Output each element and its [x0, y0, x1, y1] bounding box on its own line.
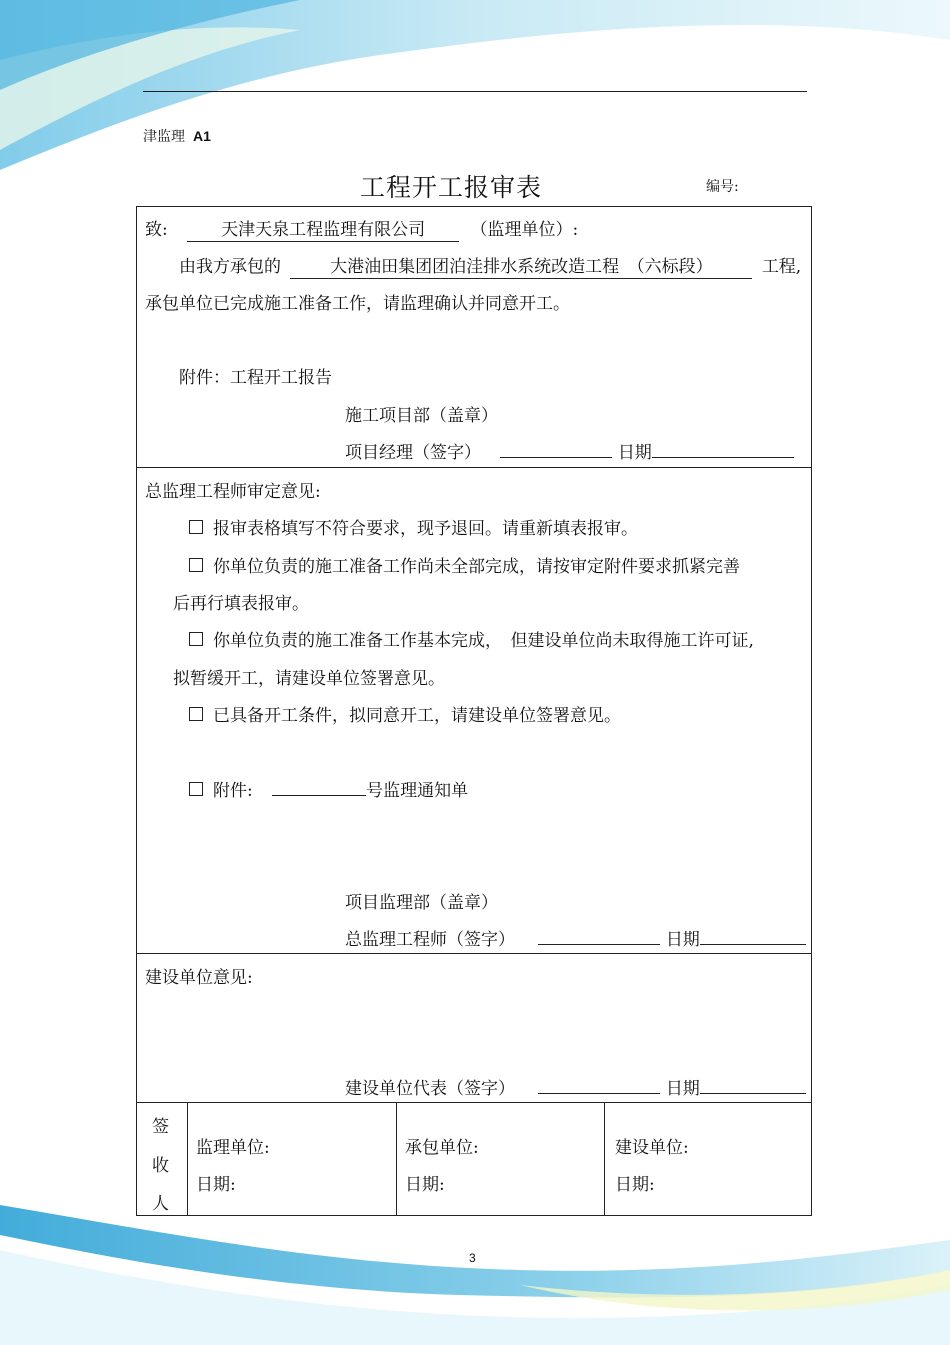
date-field[interactable] — [652, 440, 794, 458]
serial-number-label: 编号: — [706, 179, 739, 195]
option-postpone — [189, 626, 754, 651]
project-name-field[interactable]: 大港油田集团团泊洼排水系统改造工程 （六标段） — [290, 257, 752, 279]
option-attachment — [189, 776, 468, 801]
checkbox[interactable] — [189, 632, 203, 646]
application-section — [136, 206, 812, 468]
addressee-line — [145, 215, 578, 242]
column-divider — [604, 1103, 605, 1215]
form-code-number: A1 — [193, 128, 211, 144]
option-incomplete — [189, 552, 740, 577]
form-code-prefix: 津监理 — [143, 129, 185, 145]
request-text: 承包单位已完成施工准备工作，请监理确认并同意开工。 — [145, 294, 570, 314]
manager-sign-line — [345, 438, 794, 463]
checkbox[interactable] — [189, 558, 203, 572]
chief-engineer-opinion-section — [136, 467, 812, 954]
option-text: 你单位负责的施工准备工作尚未全部完成，请按审定附件要求抓紧完善 — [213, 557, 740, 577]
signer-char: 人 — [152, 1194, 169, 1214]
project-prefix: 由我方承包的 — [179, 257, 281, 277]
signer-char: 收 — [152, 1156, 169, 1176]
rep-signature-field[interactable] — [538, 1076, 660, 1094]
construction-date-label: 日期: — [615, 1175, 655, 1195]
checkbox[interactable] — [189, 520, 203, 534]
construction-unit-opinion-section — [136, 953, 812, 1103]
contractor-stamp-label: 施工项目部（盖章） — [345, 406, 498, 426]
notice-number-field[interactable] — [272, 778, 366, 796]
manager-signature-field[interactable] — [500, 440, 612, 458]
construction-unit-label: 建设单位: — [615, 1138, 689, 1158]
receipt-section — [136, 1102, 812, 1216]
option-approve — [189, 701, 621, 726]
attachment-suffix: 号监理通知单 — [366, 781, 469, 801]
column-divider — [396, 1103, 397, 1215]
supervisor-unit-suffix: （监理单位）: — [470, 220, 579, 240]
engineer-signature-field[interactable] — [538, 927, 660, 945]
project-suffix: 工程, — [761, 257, 802, 277]
attachment-label: 附件: — [213, 781, 253, 801]
contractor-date-label: 日期: — [405, 1175, 445, 1195]
option-return — [189, 514, 638, 539]
contractor-unit-label: 承包单位: — [405, 1138, 479, 1158]
column-divider — [187, 1103, 188, 1215]
option-text: 报审表格填写不符合要求，现予退回。请重新填表报审。 — [213, 519, 638, 539]
date-label: 日期 — [665, 1079, 700, 1099]
date-field[interactable] — [700, 927, 806, 945]
page-number: 3 — [469, 1251, 476, 1265]
option-incomplete-continued: 后再行填表报审。 — [173, 594, 309, 614]
supervision-unit-label: 监理单位: — [196, 1138, 270, 1158]
header-rule — [143, 91, 807, 92]
form-code — [143, 126, 211, 146]
construction-opinion-heading: 建设单位意见: — [145, 968, 253, 988]
supervision-date-label: 日期: — [196, 1175, 236, 1195]
supervision-stamp-label: 项目监理部（盖章） — [345, 893, 498, 913]
date-field[interactable] — [700, 1076, 806, 1094]
engineer-sign-line — [345, 925, 806, 950]
rep-sign-label: 建设单位代表（签字） — [345, 1079, 515, 1099]
form-title: 工程开工报审表 — [360, 173, 543, 202]
engineer-sign-label: 总监理工程师（签字） — [345, 930, 515, 950]
option-postpone-continued: 拟暂缓开工，请建设单位签署意见。 — [173, 669, 445, 689]
checkbox[interactable] — [189, 782, 203, 796]
manager-sign-label: 项目经理（签字） — [345, 443, 481, 463]
to-label: 致: — [145, 220, 168, 240]
date-label: 日期 — [665, 930, 700, 950]
rep-sign-line — [345, 1074, 806, 1099]
checkbox[interactable] — [189, 707, 203, 721]
supervisor-company-field[interactable]: 天津天泉工程监理有限公司 — [187, 220, 459, 242]
option-text: 你单位负责的施工准备工作基本完成， 但建设单位尚未取得施工许可证, — [213, 631, 754, 651]
attachment-text: 附件：工程开工报告 — [179, 368, 332, 388]
opinion-heading: 总监理工程师审定意见: — [145, 482, 321, 502]
signer-char: 签 — [152, 1117, 169, 1137]
date-label: 日期 — [617, 443, 652, 463]
project-line — [179, 252, 801, 279]
option-text: 已具备开工条件，拟同意开工，请建设单位签署意见。 — [213, 706, 621, 726]
